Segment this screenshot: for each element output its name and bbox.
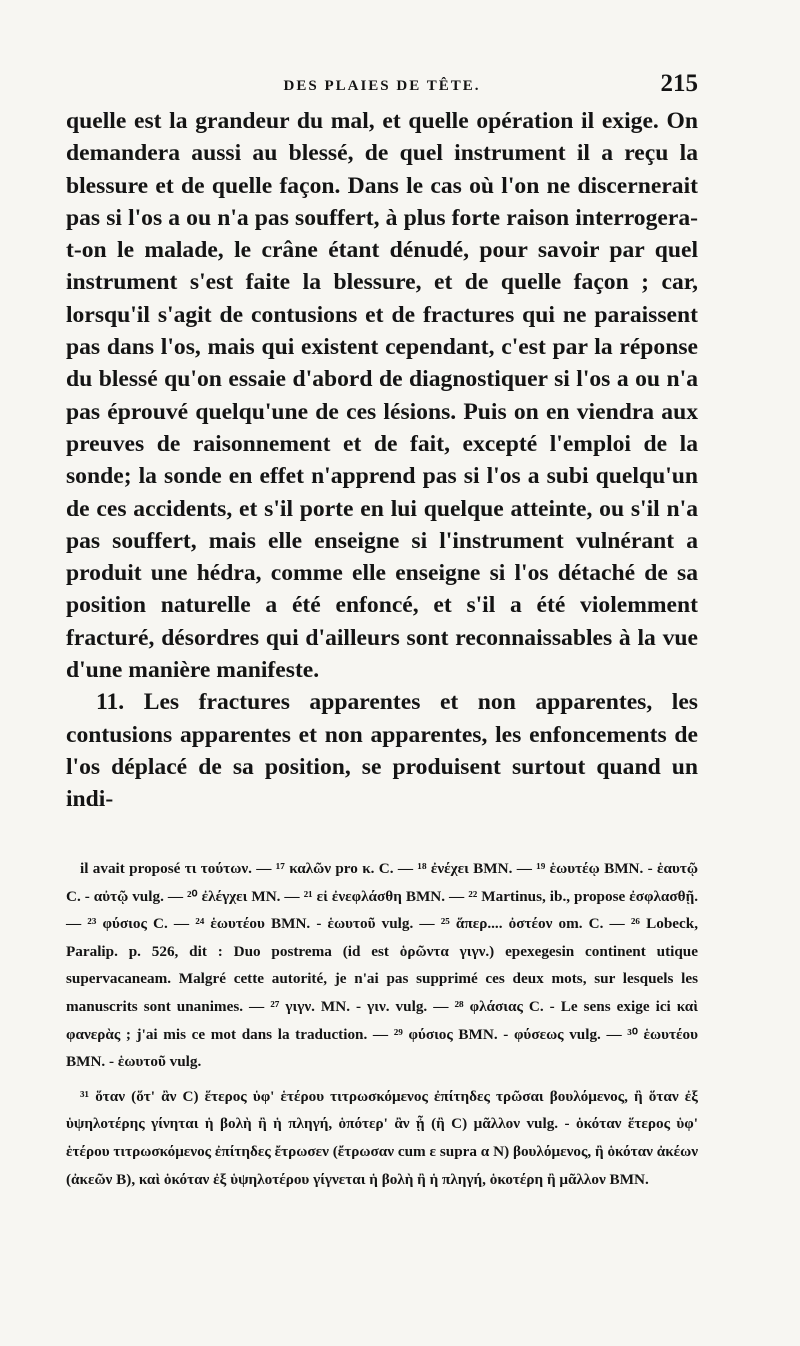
footnote-31: ³¹ ὅταν (ὅτ' ἂν C) ἕτερος ὑφ' ἑτέρου τιτρωσκόμενος ἐπίτηδες τρῶσαι βουλόμενος, ἢ ὅταν ἐξ ὑψηλοτέρης γίνηται ἡ βολὴ ἢ ἡ πληγή, ὁπότερ' ἂν ᾖ (ἢ C) μᾶλλον vulg. - ὁκόταν ἕτερος ὑφ' ἑτέρου τιτρωσκόμενος ἐπίτηδες ἔτρωσεν (ἔτρωσαν cum ε supra α N) βουλόμενος, ἢ ὁκόταν ἀκέων (ἀκεῶν B), καὶ ὁκόταν ἐξ ὑψηλοτέρου γίγνεται ἡ βολὴ ἢ ἡ πληγή, ὁκοτέρη ἢ μᾶλλον BMN. bbox=[66, 1087, 698, 1188]
paragraph-continued: quelle est la grandeur du mal, et quelle opération il exige. On demandera aussi au blessé, de quel instrument il a reçu la blessure et de quelle façon. Dans le cas où l'on ne discernerait pas si l'os a ou n'a pas souffert, à plus forte raison interrogera-t-on le malade, le crâne étant dénudé, pour savoir par quel instrument s'est faite la blessure, et de quelle façon ; car, lorsqu'il s'agit de contusions et de fractures qui ne paraissent pas dans l'os, mais qui existent cependant, c'est par la réponse du blessé qu'on essaie d'abord de diagnostiquer si l'os a ou n'a pas éprouvé quelqu'une de ces lésions. Puis on en viendra aux preuves de raisonnement et de fait, excepté l'emploi de la sonde; la sonde en effet n'apprend pas si l'os a subi quelqu'un de ces accidents, et s'il porte en lui quelque atteinte, ou s'il n'a pas souffert, mais elle enseigne si l'instrument vulnérant a produit une hédra, comme elle enseigne si l'os détaché de sa position naturelle a été enfoncé, et s'il a été violemment fracturé, désordres qui d'ailleurs sont reconnaissables à la vue d'une manière manifeste. bbox=[66, 108, 698, 684]
critical-apparatus bbox=[66, 855, 698, 1193]
running-title: DES PLAIES DE TÊTE. bbox=[283, 78, 481, 94]
paragraph-section-11: 11. Les fractures apparentes et non apparentes, les contusions apparentes et non apparentes, les enfoncements de l'os déplacé de sa position, se produisent surtout quand un indi- bbox=[66, 689, 698, 813]
apparatus-notes: il avait proposé τι τούτων. — ¹⁷ καλῶν pro κ. C. — ¹⁸ ἐνέχει BMN. — ¹⁹ ἑωυτέῳ BMN. - ἑαυτῷ C. - αὐτῷ vulg. — ²⁰ ἐλέγχει MN. — ²¹ εἰ ἐνεφλάσθη BMN. — ²² Martinus, ib., propose ἐσφλασθῇ. — ²³ φύσιος C. — ²⁴ ἑωυτέου BMN. - ἑωυτοῦ vulg. — ²⁵ ἅπερ.... ὀστέον om. C. — ²⁶ Lobeck, Paralip. p. 526, dit : Duo postrema (id est ὁρῶντα γιγν.) epexegesin continent utique supervacaneam. Malgré cette autorité, je n'ai pas supprimé ces deux mots, sur lesquels les manuscrits sont unanimes. — ²⁷ γιγν. MN. - γιν. vulg. — ²⁸ φλάσιας C. - Le sens exige ici καὶ φανερὰς ; j'ai mis ce mot dans la traduction. — ²⁹ φύσιος BMN. - φύσεως vulg. — ³⁰ ἑωυτέου BMN. - ἑωυτοῦ vulg. bbox=[66, 860, 698, 1071]
running-head bbox=[66, 70, 698, 100]
page-number: 215 bbox=[660, 70, 698, 97]
main-text bbox=[66, 105, 698, 816]
